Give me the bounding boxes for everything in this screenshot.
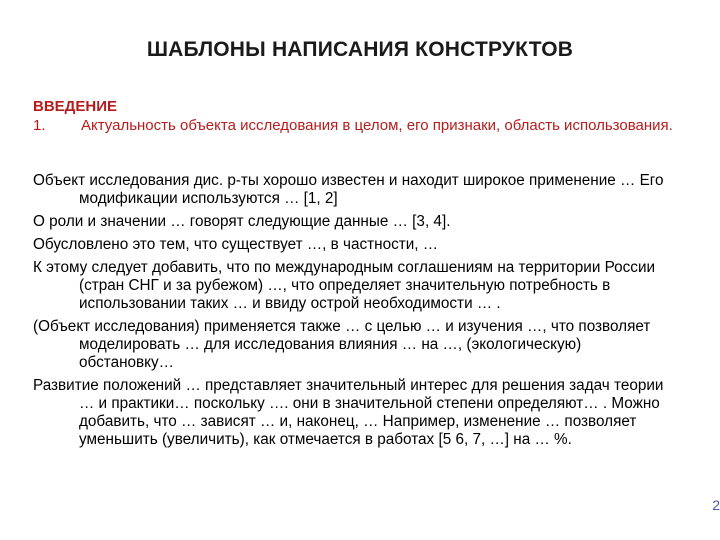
body-text: [33, 172, 673, 454]
paragraph: Развитие положений … представляет значительный интерес для решения задач теории … и практики… поскольку …. они в значительной степени определяют… . Можно добавить, что … зависят … и, наконец, … Например, изменение … позволяет уменьшить (увеличить), как отмечается в работах [5 6, 7, …] на … %.: [33, 377, 664, 448]
point-text: Актуальность объекта исследования в целом, его признаки, область использования.: [81, 117, 673, 134]
paragraph: К этому следует добавить, что по международным соглашениям на территории России (стран СНГ и за рубежом) …, что определяет значительную потребность в использовании таких … и ввиду острой необходимости … .: [33, 259, 656, 312]
point-number: 1.: [33, 117, 46, 134]
numbered-point: [33, 117, 673, 134]
page-number: 2: [712, 497, 720, 513]
paragraph: Объект исследования дис. р-ты хорошо известен и находит широкое применение … Его модификации используются … [1, 2]: [33, 172, 664, 207]
section-heading: ВВЕДЕНИЕ: [33, 98, 117, 115]
paragraph: О роли и значении … говорят следующие данные … [3, 4].: [33, 213, 451, 230]
slide-title: ШАБЛОНЫ НАПИСАНИЯ КОНСТРУКТОВ: [146, 38, 574, 61]
paragraph: (Объект исследования) применяется также … с целью … и изучения …, что позволяет моделировать … для исследования влияния … на …, (экологическую) обстановку…: [33, 318, 651, 371]
paragraph: Обусловлено это тем, что существует …, в частности, …: [33, 236, 439, 253]
